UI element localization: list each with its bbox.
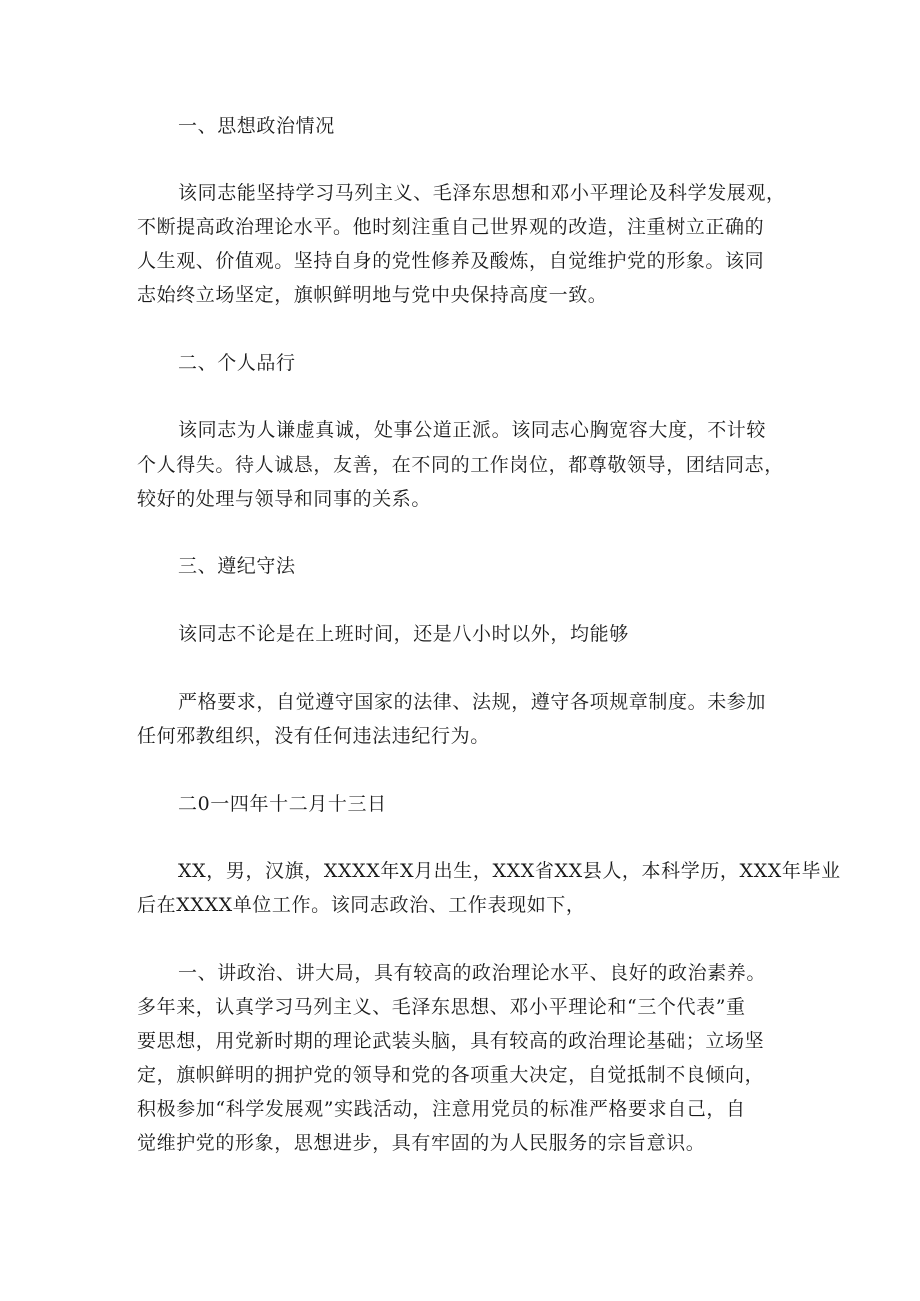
section-heading-2: 二、个人品行 xyxy=(178,352,296,374)
paragraph-line: 积极参加“科学发展观”实践活动，注意用党员的标准严格要求自己，自 xyxy=(137,1098,746,1120)
paragraph-line: 较好的处理与领导和同事的关系。 xyxy=(137,488,432,510)
paragraph-line: 严格要求，自觉遵守国家的法律、法规，遵守各项规章制度。未参加 xyxy=(178,691,767,713)
section-heading-1: 一、思想政治情况 xyxy=(178,115,335,137)
paragraph-line: XX，男，汉旗，XXXX年X月出生，XXX省XX县人，本科学历，XXX年毕业 xyxy=(178,860,841,882)
paragraph-line: 要思想，用党新时期的理论武装头脑，具有较高的政治理论基础；立场坚 xyxy=(137,1030,765,1052)
paragraph-line: 个人得失。待人诚恳，友善，在不同的工作岗位，都尊敬领导，团结同志， xyxy=(137,454,784,476)
paragraph-line: 人生观、价值观。坚持自身的党性修养及酸炼，自觉维护党的形象。该同 xyxy=(137,250,765,272)
paragraph-line: 任何邪教组织，没有任何违法违纪行为。 xyxy=(137,725,490,747)
paragraph-line: 多年来，认真学习马列主义、毛泽东思想、邓小平理论和“三个代表”重 xyxy=(137,996,746,1018)
paragraph-line: 该同志能坚持学习马列主义、毛泽东思想和邓小平理论及科学发展观， xyxy=(178,182,786,204)
paragraph-line: 不断提高政治理论水平。他时刻注重自己世界观的改造，注重树立正确的 xyxy=(137,216,765,238)
section-heading-3: 三、遵纪守法 xyxy=(178,555,296,577)
paragraph-line: 觉维护党的形象，思想进步，具有牢固的为人民服务的宗旨意识。 xyxy=(137,1132,706,1154)
paragraph-line: 该同志不论是在上班时间，还是八小时以外，均能够 xyxy=(178,623,629,645)
paragraph-line: 该同志为人谦虚真诚，处事公道正派。该同志心胸宽容大度，不计较 xyxy=(178,419,767,441)
paragraph-line: 定，旗帜鲜明的拥护党的领导和党的各项重大决定，自觉抵制不良倾向， xyxy=(137,1064,765,1086)
paragraph-line: 后在XXXX单位工作。该同志政治、工作表现如下， xyxy=(137,894,586,916)
paragraph-line: 一、讲政治、讲大局，具有较高的政治理论水平、良好的政治素养。 xyxy=(178,962,767,984)
paragraph-line: 志始终立场坚定，旗帜鲜明地与党中央保持高度一致。 xyxy=(137,284,608,306)
date-line: 二0一四年十二月十三日 xyxy=(178,793,387,815)
